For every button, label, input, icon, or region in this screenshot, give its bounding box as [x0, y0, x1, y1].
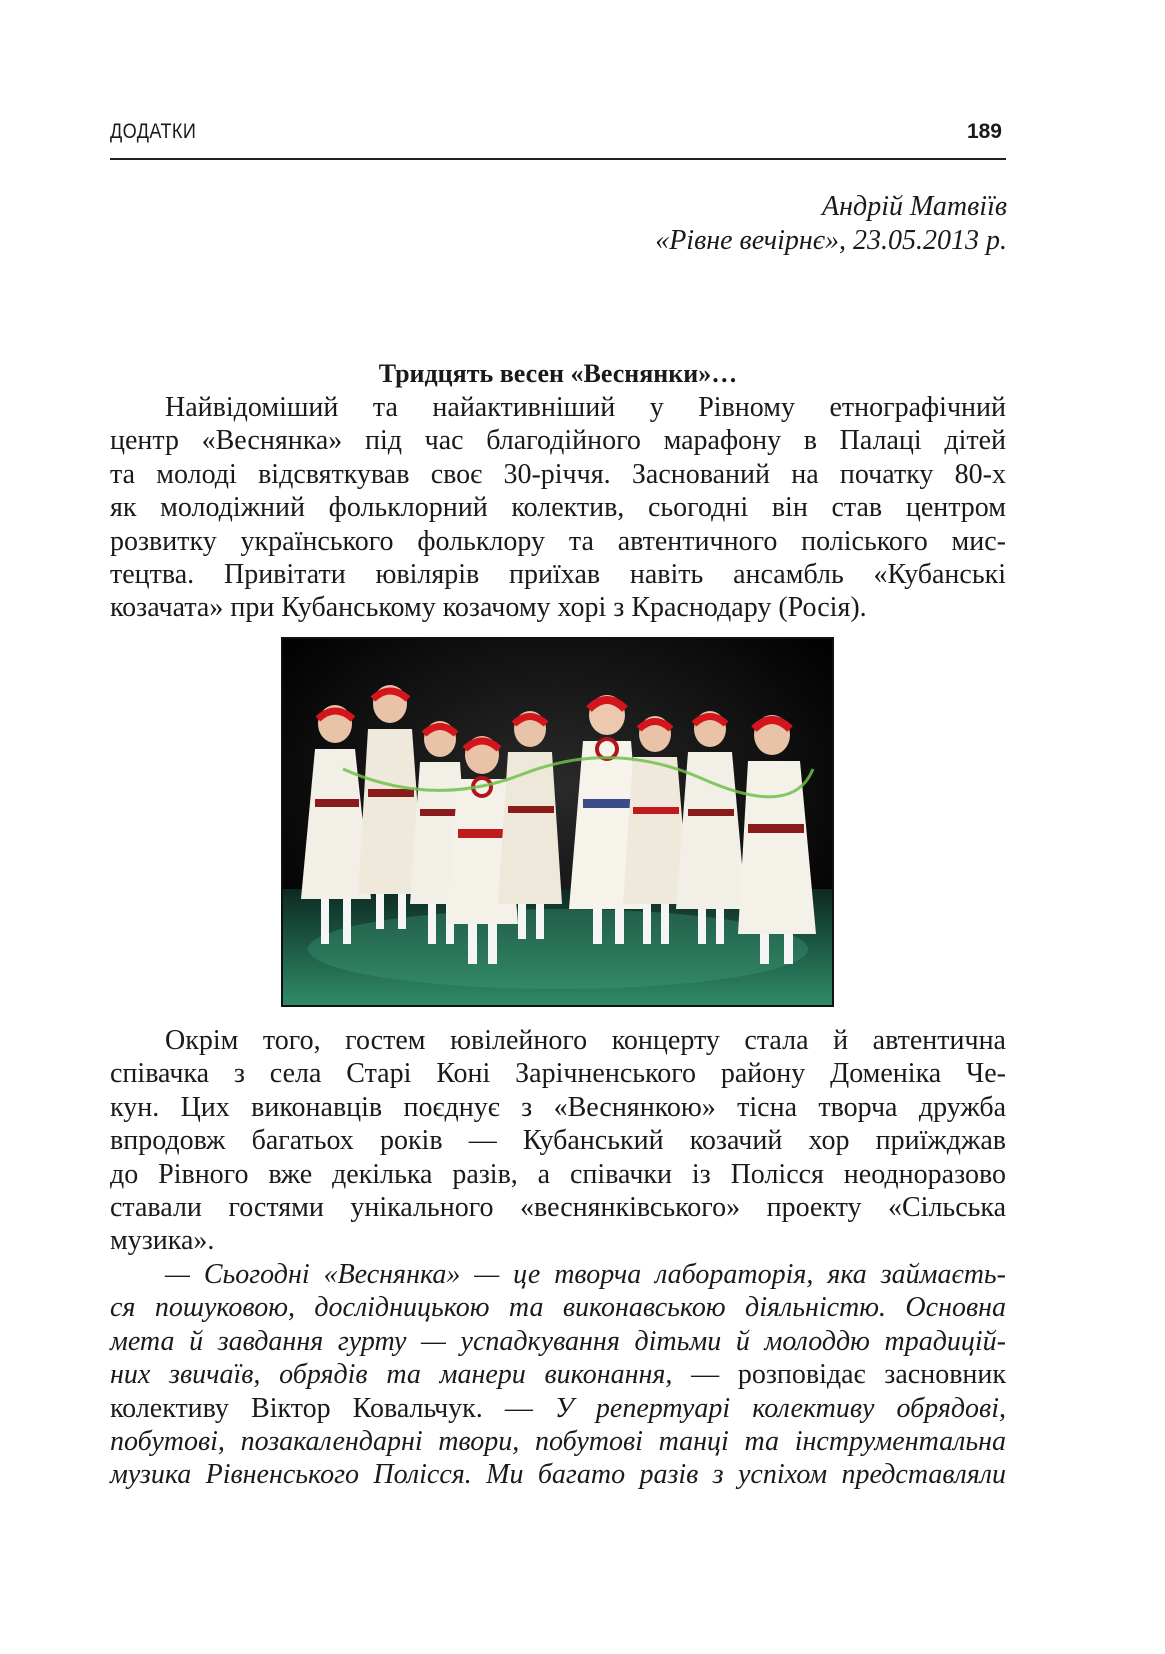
- mixed-line: [110, 1392, 1006, 1425]
- text-line: ставали гостями унікального «веснянківського» проекту «Сільська: [110, 1191, 1006, 1223]
- quote-line: — Сьогодні «Веснянка» — це творча лабораторія, яка займаєть-: [165, 1259, 1006, 1290]
- quote-line: мета й завдання гурту — успадкування дітьми й молоддю традицій-: [110, 1325, 1006, 1357]
- quote-fragment: них звичаїв, обрядів та манери виконання,: [110, 1359, 673, 1391]
- dance-photo: [281, 637, 834, 1007]
- text-line: центр «Веснянка» під час благодійного марафону в Палаці дітей: [110, 425, 1006, 457]
- text-line: впродовж багатьох років — Кубанський козачий хор приїжджав: [110, 1125, 1006, 1157]
- text-line: козачата» при Кубанському козачому хорі з Краснодару (Росія).: [110, 592, 867, 624]
- attribution-fragment: колективу Віктор Ковальчук. —: [110, 1392, 555, 1424]
- article-title: Тридцять весен «Веснянки»…: [378, 359, 738, 388]
- article-signature: [655, 190, 1007, 258]
- quote-line: побутові, позакалендарні твори, побутові танці та інструментальна: [110, 1425, 1006, 1457]
- text-line: співачка з села Старі Коні Зарічненського району Доменіка Че-: [110, 1058, 1006, 1090]
- page-number: 189: [966, 120, 1002, 143]
- text-line: кун. Цих виконавців поєднує з «Веснянкою» тісна творча дружба: [110, 1091, 1006, 1123]
- text-line: розвитку українського фольклору та автентичного поліського мис-: [110, 525, 1006, 557]
- author-name: Андрій Матвіїв: [822, 191, 1007, 222]
- paragraph-3-quote: [110, 1258, 1006, 1492]
- section-title: ДОДАТКИ: [110, 120, 197, 143]
- text-line: до Рівного вже декілька разів, а співачки із Полісся неодноразово: [110, 1158, 1006, 1190]
- text-line: тецтва. Привітати ювілярів приїхав навіть ансамбль «Кубанські: [110, 558, 1006, 590]
- quote-line: ся пошуковою, дослідницькою та виконавською діяльністю. Основна: [110, 1292, 1006, 1324]
- source-line: «Рівне вечірнє», 23.05.2013 р.: [655, 225, 1007, 256]
- text-line: Найвідоміший та найактивніший у Рівному етнографічний: [165, 392, 1006, 423]
- mixed-line: [110, 1358, 1006, 1391]
- text-line: музика».: [110, 1225, 215, 1257]
- paragraph-2: [110, 1024, 1006, 1258]
- text-line: як молодіжний фольклорний колектив, сьогодні він став центром: [110, 492, 1006, 524]
- attribution-fragment: — розповідає засновник: [672, 1359, 1006, 1391]
- text-line: та молоді відсвяткував своє 30-річчя. Заснований на початку 80-х: [110, 458, 1006, 490]
- quote-line: музика Рівненського Полісся. Ми багато разів з успіхом представляли: [110, 1459, 1006, 1491]
- quote-fragment: У репертуарі колективу обрядові,: [554, 1392, 1006, 1424]
- running-header: [110, 118, 1006, 160]
- text-line: Окрім того, гостем ювілейного концерту стала й автентична: [165, 1025, 1006, 1056]
- paragraph-1: [110, 391, 1006, 625]
- photo-illustration: [283, 639, 832, 1005]
